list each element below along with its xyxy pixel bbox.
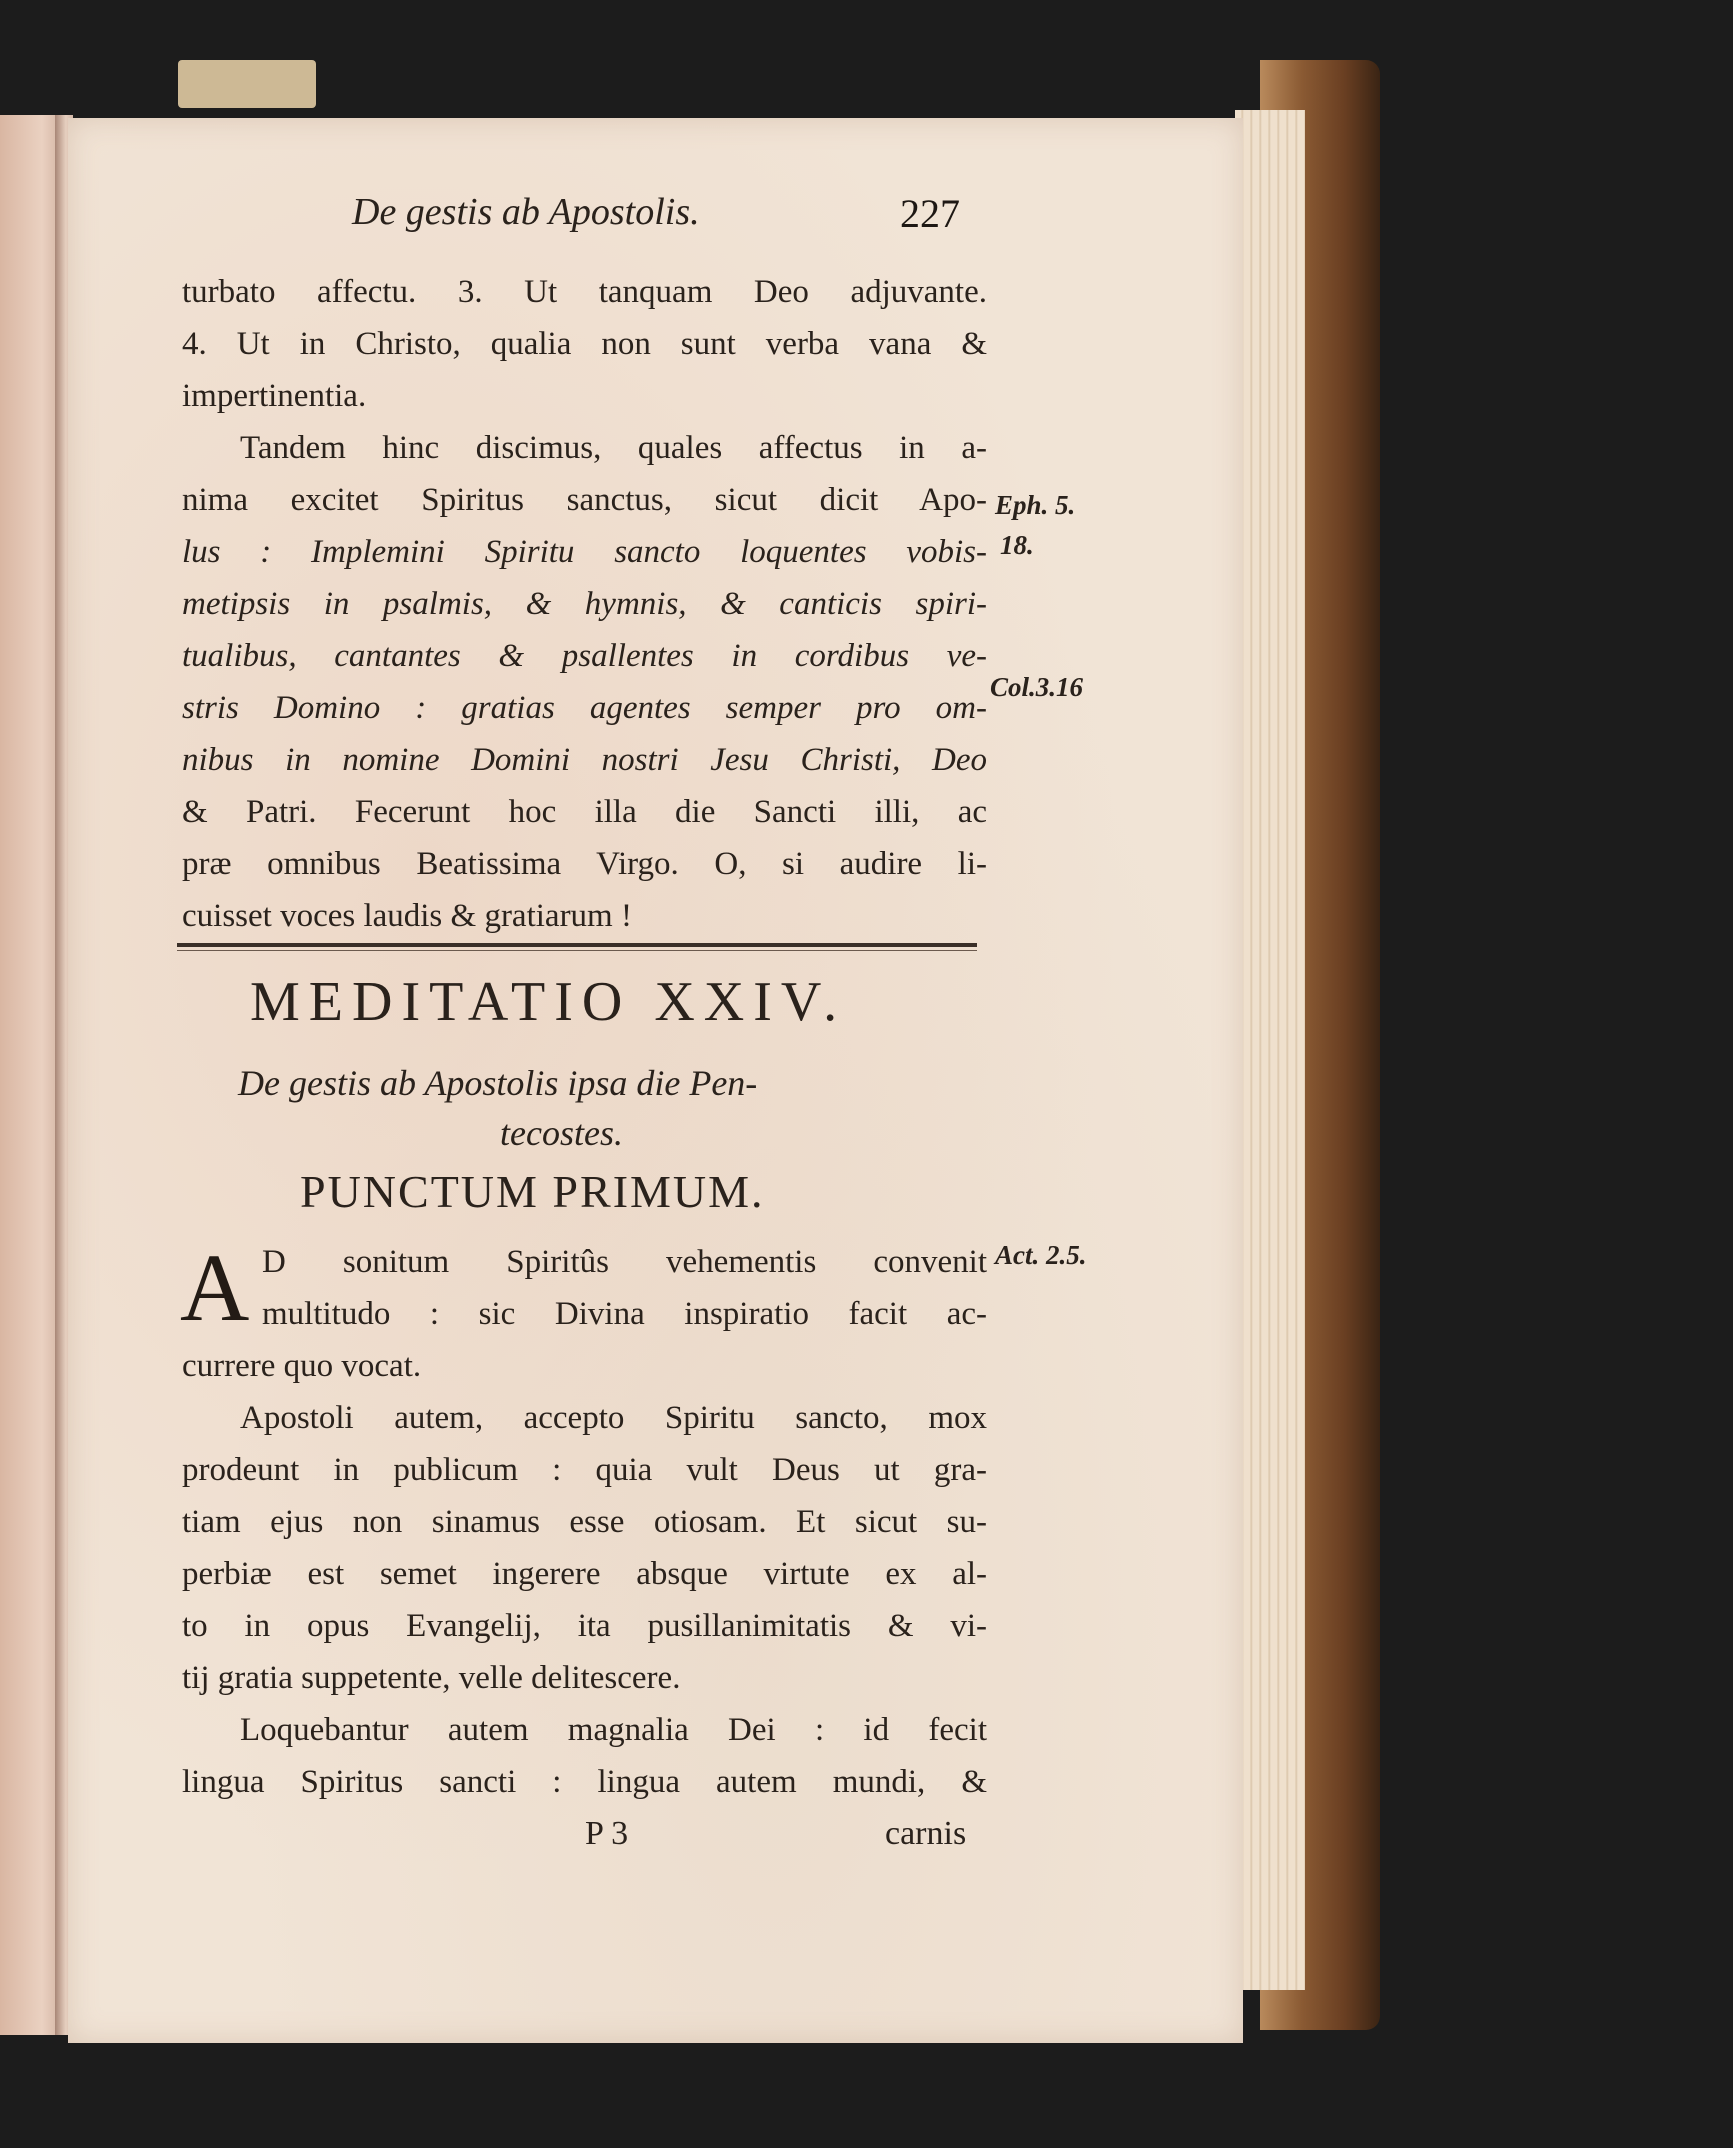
catchword: carnis [885,1815,967,1852]
text-line: impertinentia. [182,378,367,414]
meditation-subtitle-cont: tecostes. [500,1113,623,1153]
section-rule [177,943,977,947]
text-line: prodeunt in publicum : quia vult Deus ut gra- [182,1452,987,1488]
page-number: 227 [900,191,960,236]
text-line: turbato affectu. 3. Ut tanquam Deo adjuvante. [182,274,987,310]
margin-note-eph-verse: 18. [1000,530,1034,560]
text-line: metipsis in psalmis, & hymnis, & canticis spiri- [182,586,987,622]
text-line: nibus in nomine Domini nostri Jesu Christi, Deo [182,742,987,778]
text-line: lus : Implemini Spiritu sancto loquentes vobis- [182,534,987,570]
running-header: De gestis ab Apostolis. [352,191,700,233]
text-line: perbiæ est semet ingerere absque virtute ex al- [182,1556,987,1592]
page-stack [1235,110,1305,1990]
text-line: to in opus Evangelij, ita pusillanimitatis & vi- [182,1608,987,1644]
section-heading: PUNCTUM PRIMUM. [300,1166,765,1217]
text-line: 4. Ut in Christo, qualia non sunt verba vana & [182,326,987,362]
text-line: D sonitum Spiritûs vehementis convenit [262,1244,987,1280]
text-line: Loquebantur autem magnalia Dei : id fecit [240,1712,987,1748]
text-line: tiam ejus non sinamus esse otiosam. Et sicut su- [182,1504,987,1540]
text-line: Tandem hinc discimus, quales affectus in a- [240,430,987,466]
section-rule-thin [177,950,977,951]
meditation-title: MEDITATIO XXIV. [250,971,847,1033]
text-line: & Patri. Fecerunt hoc illa die Sancti illi, ac [182,794,987,830]
bookmark-tab [178,60,316,108]
text-line: multitudo : sic Divina inspiratio facit ac- [262,1296,987,1332]
text-line: lingua Spiritus sancti : lingua autem mundi, & [182,1764,987,1800]
margin-note-col: Col.3.16 [990,672,1084,702]
text-line: tij gratia suppetente, velle delitescere. [182,1660,681,1696]
text-line: nima excitet Spiritus sanctus, sicut dicit Apo- [182,482,987,518]
margin-note-act: Act. 2.5. [995,1240,1087,1270]
signature-mark: P 3 [585,1815,629,1852]
text-line: præ omnibus Beatissima Virgo. O, si audire li- [182,846,987,882]
text-line: tualibus, cantantes & psallentes in cordibus ve- [182,638,987,674]
text-line: cuisset voces laudis & gratiarum ! [182,898,632,934]
meditation-subtitle: De gestis ab Apostolis ipsa die Pen- [238,1063,758,1103]
margin-note-eph: Eph. 5. [995,490,1076,520]
text-line: stris Domino : gratias agentes semper pro om- [182,690,987,726]
drop-cap: A [180,1234,250,1341]
text-line: currere quo vocat. [182,1348,422,1384]
text-line: Apostoli autem, accepto Spiritu sancto, mox [240,1400,987,1436]
